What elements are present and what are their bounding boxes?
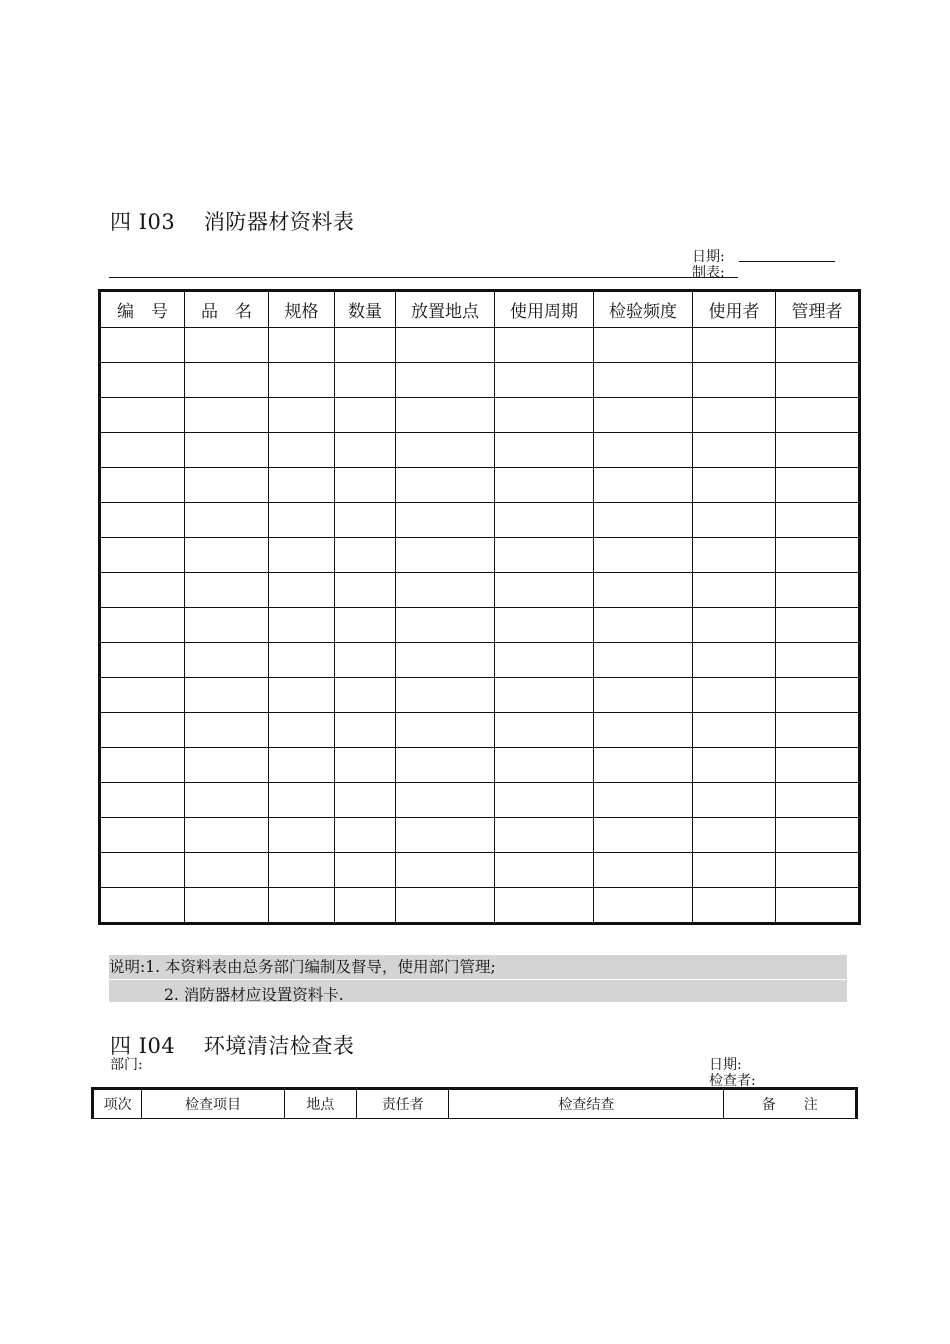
table-row: [100, 328, 860, 363]
column-header: 责任者: [357, 1089, 449, 1119]
form1-date-field-line[interactable]: [739, 261, 835, 262]
table-cell[interactable]: [693, 608, 776, 643]
column-header: 编 号: [100, 291, 185, 328]
table-cell[interactable]: [269, 888, 335, 924]
table-cell[interactable]: [396, 433, 495, 468]
table-cell[interactable]: [185, 818, 269, 853]
table-row: [100, 608, 860, 643]
table-cell[interactable]: [185, 643, 269, 678]
table-cell[interactable]: [693, 853, 776, 888]
column-header: 项次: [93, 1089, 142, 1119]
table-cell[interactable]: [100, 783, 185, 818]
table-cell[interactable]: [776, 713, 860, 748]
table-cell[interactable]: [269, 643, 335, 678]
table-cell[interactable]: [693, 433, 776, 468]
table-cell[interactable]: [396, 328, 495, 363]
table-cell[interactable]: [594, 468, 693, 503]
table-cell[interactable]: [594, 538, 693, 573]
table-cell[interactable]: [776, 818, 860, 853]
table-cell[interactable]: [100, 503, 185, 538]
table-cell[interactable]: [776, 433, 860, 468]
table-row: [100, 538, 860, 573]
table-cell[interactable]: [396, 678, 495, 713]
table-cell[interactable]: [396, 573, 495, 608]
table-cell[interactable]: [269, 328, 335, 363]
table-cell[interactable]: [269, 853, 335, 888]
column-header: 使用者: [693, 291, 776, 328]
table-cell[interactable]: [594, 678, 693, 713]
table-cell[interactable]: [185, 713, 269, 748]
form2-dept-label: 部门:: [110, 1057, 143, 1073]
table-row: [100, 573, 860, 608]
table-cell[interactable]: [776, 678, 860, 713]
table-cell[interactable]: [185, 363, 269, 398]
table-cell[interactable]: [495, 678, 594, 713]
table-cell[interactable]: [100, 748, 185, 783]
table-cell[interactable]: [594, 363, 693, 398]
table-cell[interactable]: [100, 713, 185, 748]
table-header-row: [100, 291, 860, 328]
table-row: [100, 643, 860, 678]
table-cell[interactable]: [185, 468, 269, 503]
table-cell[interactable]: [693, 678, 776, 713]
table-cell[interactable]: [335, 678, 396, 713]
notes-divider: [109, 979, 847, 980]
table-cell[interactable]: [335, 538, 396, 573]
table-row: [100, 433, 860, 468]
table-cell[interactable]: [776, 643, 860, 678]
notes-band: [109, 955, 847, 1002]
note-line-2: 2. 消防器材应设置资料卡.: [164, 986, 344, 1004]
table-cell[interactable]: [269, 433, 335, 468]
table-row: [100, 713, 860, 748]
table-cell[interactable]: [335, 608, 396, 643]
table-cell[interactable]: [269, 678, 335, 713]
table-cell[interactable]: [396, 783, 495, 818]
form1-maker-label: 制表:: [692, 265, 725, 281]
column-header: 放置地点: [396, 291, 495, 328]
table-cell[interactable]: [335, 713, 396, 748]
table-cell[interactable]: [495, 643, 594, 678]
column-header: 规格: [269, 291, 335, 328]
table-body: [100, 328, 860, 924]
table-cell[interactable]: [335, 643, 396, 678]
table-cell[interactable]: [693, 818, 776, 853]
table-cell[interactable]: [693, 468, 776, 503]
table-cell[interactable]: [693, 643, 776, 678]
table-cell[interactable]: [396, 398, 495, 433]
table-cell[interactable]: [693, 503, 776, 538]
table-cell[interactable]: [100, 433, 185, 468]
table-cell[interactable]: [776, 888, 860, 924]
form1-title: 四 I03 消防器材资料表: [110, 210, 355, 234]
table-cell[interactable]: [185, 433, 269, 468]
table-cell[interactable]: [776, 783, 860, 818]
column-header: 品 名: [185, 291, 269, 328]
table-cell[interactable]: [269, 468, 335, 503]
table-cell[interactable]: [335, 468, 396, 503]
table-cell[interactable]: [594, 853, 693, 888]
table-cell[interactable]: [495, 573, 594, 608]
table-cell[interactable]: [269, 608, 335, 643]
table-cell[interactable]: [776, 363, 860, 398]
table-cell[interactable]: [693, 363, 776, 398]
table-cell[interactable]: [495, 468, 594, 503]
table-cell[interactable]: [185, 328, 269, 363]
table-cell[interactable]: [776, 538, 860, 573]
table-cell[interactable]: [495, 888, 594, 924]
column-header: 检查项目: [142, 1089, 285, 1119]
column-header: 使用周期: [495, 291, 594, 328]
table-cell[interactable]: [100, 328, 185, 363]
column-header: 数量: [335, 291, 396, 328]
table-cell[interactable]: [269, 573, 335, 608]
table-cell[interactable]: [776, 573, 860, 608]
table-cell[interactable]: [269, 363, 335, 398]
column-header: 地点: [284, 1089, 356, 1119]
table-cell[interactable]: [495, 538, 594, 573]
table-cell[interactable]: [495, 608, 594, 643]
table-cell[interactable]: [495, 328, 594, 363]
column-header: 备 注: [724, 1089, 857, 1119]
table-cell[interactable]: [396, 643, 495, 678]
table-cell[interactable]: [693, 783, 776, 818]
table-cell[interactable]: [693, 328, 776, 363]
table-header-row: [93, 1089, 857, 1119]
table-cell[interactable]: [185, 503, 269, 538]
table-cell[interactable]: [594, 643, 693, 678]
table-cell[interactable]: [776, 608, 860, 643]
table-cell[interactable]: [594, 328, 693, 363]
table-cell[interactable]: [776, 503, 860, 538]
table-row: [100, 503, 860, 538]
form1-date-label: 日期:: [692, 249, 725, 265]
table-cell[interactable]: [185, 608, 269, 643]
table-cell[interactable]: [269, 538, 335, 573]
table-cell[interactable]: [594, 748, 693, 783]
form2-date-label: 日期:: [709, 1057, 742, 1073]
table-cell[interactable]: [693, 538, 776, 573]
form2-checker-label: 检查者:: [709, 1073, 756, 1089]
table-cell[interactable]: [185, 888, 269, 924]
table-cell[interactable]: [335, 503, 396, 538]
table-cell[interactable]: [495, 748, 594, 783]
table-cell[interactable]: [396, 888, 495, 924]
table-cell[interactable]: [396, 503, 495, 538]
table-cell[interactable]: [100, 363, 185, 398]
table-cell[interactable]: [594, 433, 693, 468]
fire-equipment-table: [98, 289, 861, 925]
table-cell[interactable]: [335, 853, 396, 888]
table-cell[interactable]: [269, 748, 335, 783]
table-cell[interactable]: [776, 468, 860, 503]
table-cell[interactable]: [100, 643, 185, 678]
table-cell[interactable]: [335, 328, 396, 363]
table-cell[interactable]: [495, 713, 594, 748]
table-cell[interactable]: [100, 608, 185, 643]
column-header: 检验频度: [594, 291, 693, 328]
note-line-1: 说明:1. 本资料表由总务部门编制及督导，使用部门管理;: [109, 958, 496, 976]
table-cell[interactable]: [185, 748, 269, 783]
table-cell[interactable]: [396, 818, 495, 853]
form2-title: 四 I04 环境清洁检查表: [110, 1034, 355, 1058]
table-cell[interactable]: [100, 853, 185, 888]
table-row: [100, 468, 860, 503]
table-cell[interactable]: [269, 503, 335, 538]
table-cell[interactable]: [495, 503, 594, 538]
table-cell[interactable]: [594, 503, 693, 538]
table-cell[interactable]: [495, 783, 594, 818]
table-cell[interactable]: [100, 468, 185, 503]
table-cell[interactable]: [693, 888, 776, 924]
table-cell[interactable]: [269, 783, 335, 818]
table-cell[interactable]: [495, 398, 594, 433]
table-cell[interactable]: [396, 748, 495, 783]
table-cell[interactable]: [100, 678, 185, 713]
table-cell[interactable]: [594, 783, 693, 818]
table-cell[interactable]: [776, 853, 860, 888]
table-cell[interactable]: [594, 818, 693, 853]
table-cell[interactable]: [335, 573, 396, 608]
table-cell[interactable]: [269, 398, 335, 433]
table-row: [100, 888, 860, 924]
form1-header-rule: [109, 277, 738, 278]
table-row: [100, 818, 860, 853]
table-cell[interactable]: [185, 783, 269, 818]
table-cell[interactable]: [335, 398, 396, 433]
table-cell[interactable]: [495, 433, 594, 468]
column-header: 管理者: [776, 291, 860, 328]
table-cell[interactable]: [335, 363, 396, 398]
table-cell[interactable]: [693, 748, 776, 783]
table-cell[interactable]: [269, 713, 335, 748]
table-cell[interactable]: [396, 363, 495, 398]
table-cell[interactable]: [693, 713, 776, 748]
table-cell[interactable]: [594, 398, 693, 433]
table-cell[interactable]: [693, 573, 776, 608]
table-cell[interactable]: [185, 678, 269, 713]
table-cell[interactable]: [100, 818, 185, 853]
table-row: [100, 853, 860, 888]
table-row: [100, 748, 860, 783]
table-cell[interactable]: [495, 363, 594, 398]
table-cell[interactable]: [396, 853, 495, 888]
table-cell[interactable]: [396, 713, 495, 748]
table-cell[interactable]: [269, 818, 335, 853]
table-cell[interactable]: [396, 538, 495, 573]
table-row: [100, 783, 860, 818]
table-row: [100, 398, 860, 433]
cleaning-check-table: [91, 1087, 858, 1119]
table-cell[interactable]: [100, 573, 185, 608]
table-cell[interactable]: [776, 328, 860, 363]
table-cell[interactable]: [335, 748, 396, 783]
table-cell[interactable]: [185, 538, 269, 573]
table-cell[interactable]: [594, 713, 693, 748]
table-cell[interactable]: [396, 468, 495, 503]
table-cell[interactable]: [100, 538, 185, 573]
table-row: [100, 678, 860, 713]
table-cell[interactable]: [495, 853, 594, 888]
table-cell[interactable]: [100, 398, 185, 433]
table-row: [100, 363, 860, 398]
table-cell[interactable]: [335, 433, 396, 468]
table-cell[interactable]: [776, 398, 860, 433]
table-cell[interactable]: [594, 573, 693, 608]
table-cell[interactable]: [185, 853, 269, 888]
table-cell[interactable]: [594, 608, 693, 643]
table-cell[interactable]: [100, 888, 185, 924]
table-cell[interactable]: [335, 783, 396, 818]
table-cell[interactable]: [335, 818, 396, 853]
table-cell[interactable]: [185, 398, 269, 433]
table-cell[interactable]: [335, 888, 396, 924]
table-cell[interactable]: [185, 573, 269, 608]
table-cell[interactable]: [594, 888, 693, 924]
table-cell[interactable]: [776, 748, 860, 783]
table-cell[interactable]: [693, 398, 776, 433]
table-cell[interactable]: [396, 608, 495, 643]
column-header: 检查结查: [449, 1089, 724, 1119]
table-cell[interactable]: [495, 818, 594, 853]
